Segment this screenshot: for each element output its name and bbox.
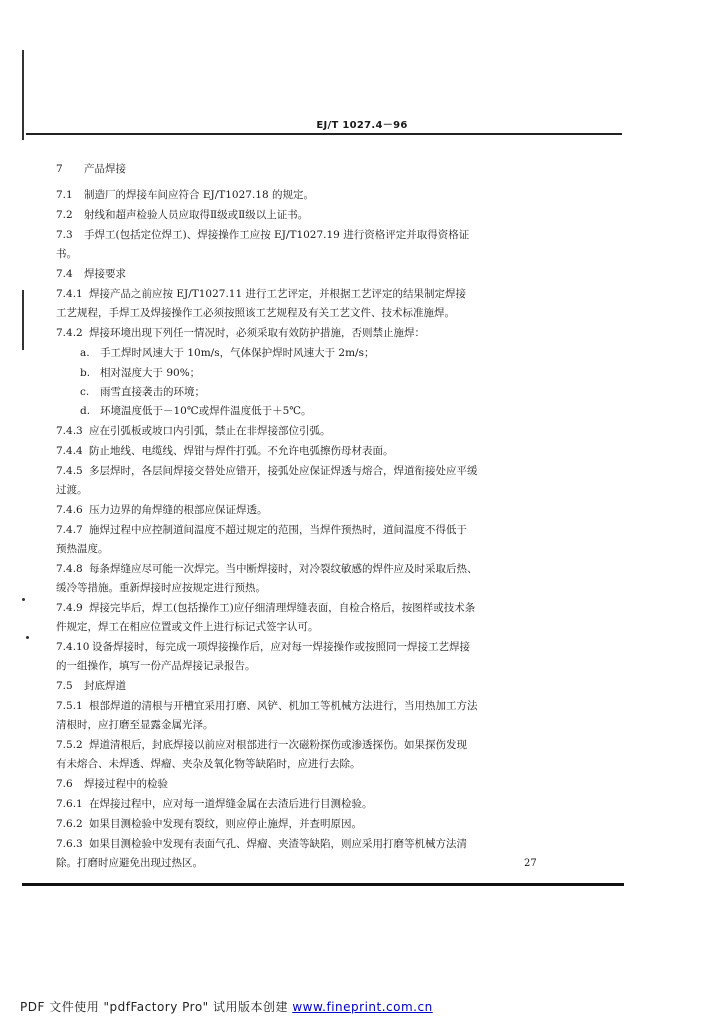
clause-text: 施焊过程中应控制道间温度不超过规定的范围，当焊件预热时，道间温度不得低于 (89, 524, 467, 536)
clause (56, 267, 126, 281)
section-number: 7 (56, 163, 63, 175)
footer-text: PDF 文件使用 "pdfFactory Pro" 试用版本创建 (20, 1000, 293, 1014)
clause-number: 7.4 (56, 268, 73, 280)
clause (56, 464, 478, 478)
clause (56, 738, 467, 752)
clause-text: 根部焊道的清根与开槽宜采用打磨、风铲、机加工等机械方法进行，当用热加工方法 (89, 700, 478, 712)
sub-item-text: 雨雪直接袭击的环境； (100, 386, 205, 398)
clause (56, 208, 308, 222)
clause-number: 7.4.8 (56, 563, 83, 575)
clause-continuation: 有未熔合、未焊透、焊瘤、夹杂及氧化物等缺陷时，应进行去除。 (56, 758, 361, 770)
clause-text: 防止地线、电缆线、焊钳与焊件打弧。不允许电弧擦伤母材表面。 (89, 445, 394, 457)
clause (56, 228, 469, 242)
clause-text: 应在引弧板或坡口内引弧，禁止在非焊接部位引弧。 (89, 425, 331, 437)
fineprint-link[interactable]: www.fineprint.com.cn (292, 1000, 433, 1014)
clause-text: 制造厂的焊接车间应符合 EJ/T1027.18 的规定。 (84, 189, 315, 201)
clause (56, 523, 467, 537)
clause-text: 多层焊时，各层间焊接交替处应错开，接弧处应保证焊透与熔合，焊道衔接处应平缓 (89, 465, 478, 477)
clause (56, 503, 268, 517)
scan-speck (22, 598, 25, 601)
clause (56, 287, 466, 301)
clause-number: 7.4.9 (56, 602, 83, 614)
clause (56, 444, 394, 458)
clause-continuation: 工艺规程，手焊工及焊接操作工必须按照该工艺规程及有关工艺文件、技术标准施焊。 (56, 307, 455, 319)
sub-item (80, 385, 205, 399)
clause-number: 7.4.1 (56, 288, 83, 300)
sub-item-label: a. (80, 347, 90, 359)
footer-rule (22, 883, 624, 886)
clause-text: 如果目测检验中发现有裂纹，则应停止施焊，并查明原因。 (89, 818, 362, 830)
clause-number: 7.6 (56, 778, 73, 790)
sub-item (80, 404, 312, 418)
sub-item-label: c. (80, 386, 90, 398)
clause-text: 每条焊缝应尽可能一次焊完。当中断焊接时，对冷裂纹敏感的焊件应及时采取后热、 (89, 563, 478, 575)
clause-text: 焊接产品之前应按 EJ/T1027.11 进行工艺评定，并根据工艺评定的结果制定焊接 (89, 288, 467, 300)
clause-text: 手焊工(包括定位焊工)、焊接操作工应按 EJ/T1027.19 进行资格评定并取得资格证 (84, 229, 470, 241)
clause-number: 7.1 (56, 189, 73, 201)
clause (56, 777, 168, 791)
clause-text: 焊接环境出现下列任一情况时，必须采取有效防护措施，否则禁止施焊： (89, 327, 425, 339)
sub-item-text: 手工焊时风速大于 10m/s，气体保护焊时风速大于 2m/s； (100, 347, 375, 359)
clause-number: 7.5.1 (56, 700, 83, 712)
clause (56, 837, 467, 851)
clause-number: 7.5 (56, 680, 73, 692)
clause (56, 424, 331, 438)
clause-number: 7.4.5 (56, 465, 83, 477)
clause-number: 7.4.2 (56, 327, 83, 339)
sub-item (80, 346, 374, 360)
clause (56, 679, 126, 693)
section-title: 产品焊接 (84, 163, 126, 175)
clause (56, 601, 475, 615)
sub-item-label: d. (80, 405, 91, 417)
pdf-watermark-footer (20, 998, 433, 1015)
clause-continuation: 书。 (56, 248, 77, 260)
clause (56, 797, 373, 811)
clause-number: 7.4.4 (56, 445, 83, 457)
clause (56, 640, 470, 654)
clause (56, 699, 478, 713)
clause (56, 326, 425, 340)
clause-continuation: 预热温度。 (56, 543, 109, 555)
clause-number: 7.6.1 (56, 798, 83, 810)
clause (56, 562, 478, 576)
sub-item-text: 相对湿度大于 90%； (100, 367, 201, 379)
clause-number: 7.4.3 (56, 425, 83, 437)
clause-text: 射线和超声检验人员应取得Ⅱ级或Ⅱ级以上证书。 (84, 209, 309, 221)
clause-continuation: 除。打磨时应避免出现过热区。 (56, 857, 203, 869)
clause-continuation: 缓冷等措施。重新焊接时应按规定进行预热。 (56, 582, 266, 594)
sub-item-label: b. (80, 367, 91, 379)
clause-text: 如果目测检验中发现有表面气孔、焊瘤、夹渣等缺陷，则应采用打磨等机械方法清 (89, 838, 467, 850)
clause-number: 7.6.2 (56, 818, 83, 830)
clause-number: 7.6.3 (56, 838, 83, 850)
clause-number: 7.4.6 (56, 504, 83, 516)
scan-margin-mark (22, 290, 24, 350)
section-heading (56, 162, 126, 176)
clause-continuation: 件规定，焊工在相应位置或文件上进行标记式签字认可。 (56, 621, 319, 633)
clause-text: 设备焊接时，每完成一项焊接操作后，应对每一焊接操作或按照同一焊接工艺焊接 (92, 641, 470, 653)
document-header: EJ/T 1027.4－96 (316, 120, 408, 131)
page-number: 27 (524, 858, 537, 869)
clause-text: 压力边界的角焊缝的根部应保证焊透。 (89, 504, 268, 516)
clause (56, 188, 314, 202)
sub-item-text: 环境温度低于－10℃或焊件温度低于＋5℃。 (100, 405, 312, 417)
clause-text: 焊接要求 (84, 268, 126, 280)
clause-number: 7.4.10 (56, 641, 90, 653)
clause (56, 817, 362, 831)
clause-text: 封底焊道 (84, 680, 126, 692)
clause-continuation: 清根时，应打磨至显露金属光泽。 (56, 719, 214, 731)
clause-number: 7.3 (56, 229, 73, 241)
clause-number: 7.5.2 (56, 739, 83, 751)
clause-number: 7.2 (56, 209, 73, 221)
sub-item (80, 366, 200, 380)
clause-text: 焊接完毕后，焊工(包括操作工)应仔细清理焊缝表面，自检合格后，按图样或技术条 (89, 602, 476, 614)
scan-speck (26, 636, 29, 639)
clause-text: 焊道清根后，封底焊接以前应对根部进行一次磁粉探伤或渗透探伤。如果探伤发现 (89, 739, 467, 751)
header-rule (26, 133, 622, 135)
clause-text: 焊接过程中的检验 (84, 778, 168, 790)
clause-number: 7.4.7 (56, 524, 83, 536)
clause-continuation: 过渡。 (56, 484, 88, 496)
clause-text: 在焊接过程中，应对每一道焊缝金属在去渣后进行目测检验。 (89, 798, 373, 810)
clause-continuation: 的一组操作，填写一份产品焊接记录报告。 (56, 660, 256, 672)
